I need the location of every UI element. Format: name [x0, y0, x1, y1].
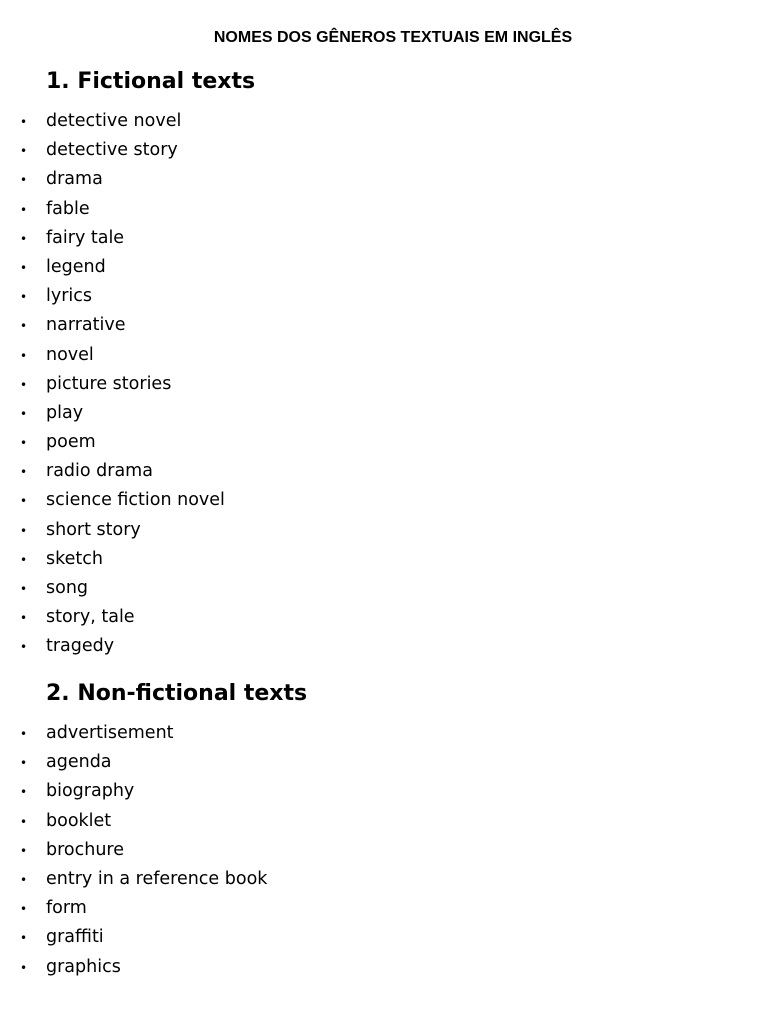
list-item-label: picture stories: [46, 373, 172, 394]
list-item-label: poem: [46, 432, 96, 453]
list-item-label: form: [46, 898, 87, 919]
section-non-fictional-texts: [0, 678, 768, 982]
bullet-icon: •: [20, 960, 28, 975]
list-item-label: play: [46, 402, 84, 423]
section-heading: 1. Fictional texts: [46, 69, 256, 94]
document-title: NOMES DOS GÊNEROS TEXTUAIS EM INGLÊS: [213, 29, 573, 46]
bullet-icon: •: [20, 202, 28, 217]
list-item-label: tragedy: [46, 636, 115, 657]
list-item-label: fairy tale: [46, 227, 125, 248]
bullet-icon: •: [20, 465, 28, 480]
bullet-icon: •: [20, 377, 28, 392]
bullet-icon: •: [20, 260, 28, 275]
bullet-icon: •: [20, 552, 28, 567]
list-item-label: science fiction novel: [46, 490, 225, 511]
list-item: [0, 953, 768, 982]
list-item: [0, 894, 768, 923]
bullet-icon: •: [20, 231, 28, 246]
bullet-icon: •: [20, 348, 28, 363]
bullet-icon: •: [20, 611, 28, 626]
list-item: [0, 311, 768, 340]
list-item: [0, 370, 768, 399]
list-item: [0, 486, 768, 515]
genre-list: [0, 107, 768, 662]
bullet-icon: •: [20, 640, 28, 655]
list-item-label: novel: [46, 344, 94, 365]
list-item: [0, 719, 768, 748]
list-item: [0, 165, 768, 194]
bullet-icon: •: [20, 582, 28, 596]
bullet-icon: •: [20, 931, 28, 946]
list-item: [0, 224, 768, 253]
list-item: [0, 516, 768, 545]
list-item-label: song: [46, 578, 89, 598]
list-item-label: agenda: [46, 752, 112, 773]
list-item-label: brochure: [46, 839, 125, 860]
list-item-label: lyrics: [46, 286, 93, 307]
bullet-icon: •: [20, 494, 28, 509]
list-item: [0, 632, 768, 661]
list-item: [0, 836, 768, 865]
list-item-label: legend: [46, 256, 106, 277]
bullet-icon: •: [20, 436, 28, 451]
bullet-icon: •: [20, 785, 28, 800]
bullet-icon: •: [20, 173, 28, 188]
bullet-icon: •: [20, 319, 28, 334]
bullet-icon: •: [20, 406, 28, 421]
bullet-icon: •: [20, 115, 28, 129]
list-item-label: graphics: [46, 956, 121, 977]
list-item: [0, 107, 768, 136]
list-item: [0, 399, 768, 428]
section-fictional-texts: [0, 66, 768, 662]
list-item: [0, 253, 768, 282]
list-item-label: detective novel: [46, 111, 182, 131]
list-item: [0, 748, 768, 777]
bullet-icon: •: [20, 144, 28, 159]
list-item: [0, 457, 768, 486]
list-item: [0, 865, 768, 894]
genre-list: [0, 719, 768, 982]
list-item-label: narrative: [46, 315, 126, 336]
list-item-label: story, tale: [46, 607, 135, 628]
list-item: [0, 136, 768, 165]
list-item-label: sketch: [46, 548, 103, 569]
bullet-icon: •: [20, 523, 28, 538]
list-item: [0, 807, 768, 836]
list-item: [0, 574, 768, 603]
bullet-icon: •: [20, 843, 28, 858]
list-item-label: graffiti: [46, 927, 104, 948]
list-item-label: fable: [46, 198, 90, 219]
list-item-label: short story: [46, 519, 141, 540]
list-item: [0, 923, 768, 952]
bullet-icon: •: [20, 902, 28, 917]
list-item-label: biography: [46, 781, 135, 802]
bullet-icon: •: [20, 727, 28, 741]
section-heading: 2. Non-fictional texts: [46, 681, 308, 706]
list-item-label: entry in a reference book: [46, 868, 268, 889]
bullet-icon: •: [20, 872, 28, 887]
list-item-label: booklet: [46, 810, 112, 831]
list-item: [0, 603, 768, 632]
list-item: [0, 545, 768, 574]
list-item: [0, 341, 768, 370]
bullet-icon: •: [20, 814, 28, 829]
list-item-label: drama: [46, 169, 103, 190]
list-item-label: advertisement: [46, 723, 174, 743]
list-item-label: radio drama: [46, 461, 153, 482]
list-item: [0, 195, 768, 224]
list-item: [0, 428, 768, 457]
list-item-label: detective story: [46, 140, 178, 161]
list-item: [0, 282, 768, 311]
bullet-icon: •: [20, 290, 28, 305]
list-item: [0, 777, 768, 806]
bullet-icon: •: [20, 756, 28, 771]
